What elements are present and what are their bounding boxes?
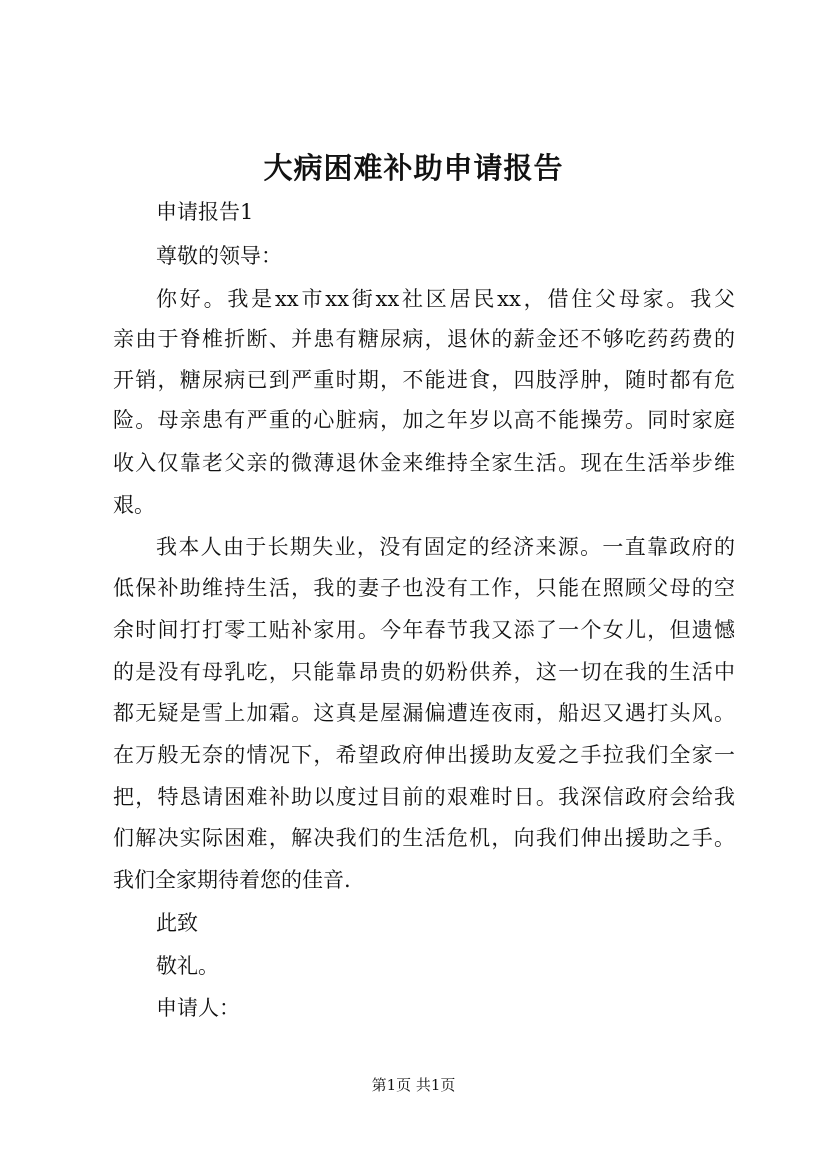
- page-footer: 第1页 共1页: [371, 1076, 456, 1094]
- applicant-label: 申请人：: [156, 996, 240, 1020]
- paragraph-2-line-9: 我们全家期待着您的佳音.: [113, 868, 351, 892]
- closing-line-1: 此致: [156, 911, 198, 935]
- paragraph-2-line-2: 低保补助维持生活，我的妻子也没有工作，只能在照顾父母的空: [113, 576, 735, 600]
- paragraph-2-line-1: 我本人由于长期失业，没有固定的经济来源。一直靠政府的: [156, 535, 735, 559]
- paragraph-1-line-3: 开销，糖尿病已到严重时期，不能进食，四肢浮肿，随时都有危: [113, 368, 735, 392]
- paragraph-2-line-6: 在万般无奈的情况下，希望政府伸出援助友爱之手拉我们全家一: [113, 743, 735, 767]
- paragraph-2-line-5: 都无疑是雪上加霜。这真是屋漏偏遭连夜雨，船迟又遇打头风。: [113, 701, 735, 725]
- paragraph-2-line-4: 的是没有母乳吃，只能靠昂贵的奶粉供养，这一切在我的生活中: [113, 660, 735, 684]
- paragraph-1-line-1: 你好。我是xx市xx街xx社区居民xx，借住父母家。我父: [156, 287, 735, 311]
- report-heading: 申请报告1: [156, 200, 254, 224]
- paragraph-2-line-8: 们解决实际困难，解决我们的生活危机，向我们伸出援助之手。: [113, 826, 735, 850]
- paragraph-2-line-7: 把，特恳请困难补助以度过目前的艰难时日。我深信政府会给我: [113, 785, 735, 809]
- paragraph-1-line-5: 收入仅靠老父亲的微薄退休金来维持全家生活。现在生活举步维: [113, 451, 735, 475]
- paragraph-2-line-3: 余时间打打零工贴补家用。今年春节我又添了一个女儿，但遗憾: [113, 618, 735, 642]
- paragraph-1-line-4: 险。母亲患有严重的心脏病，加之年岁以高不能操劳。同时家庭: [113, 408, 735, 432]
- salutation: 尊敬的领导：: [156, 244, 282, 268]
- paragraph-1-line-6: 艰。: [113, 493, 155, 517]
- paragraph-1-line-2: 亲由于脊椎折断、并患有糖尿病，退休的薪金还不够吃药药费的: [113, 327, 735, 351]
- closing-line-2: 敬礼。: [156, 954, 219, 978]
- document-title: 大病困难补助申请报告: [263, 151, 564, 185]
